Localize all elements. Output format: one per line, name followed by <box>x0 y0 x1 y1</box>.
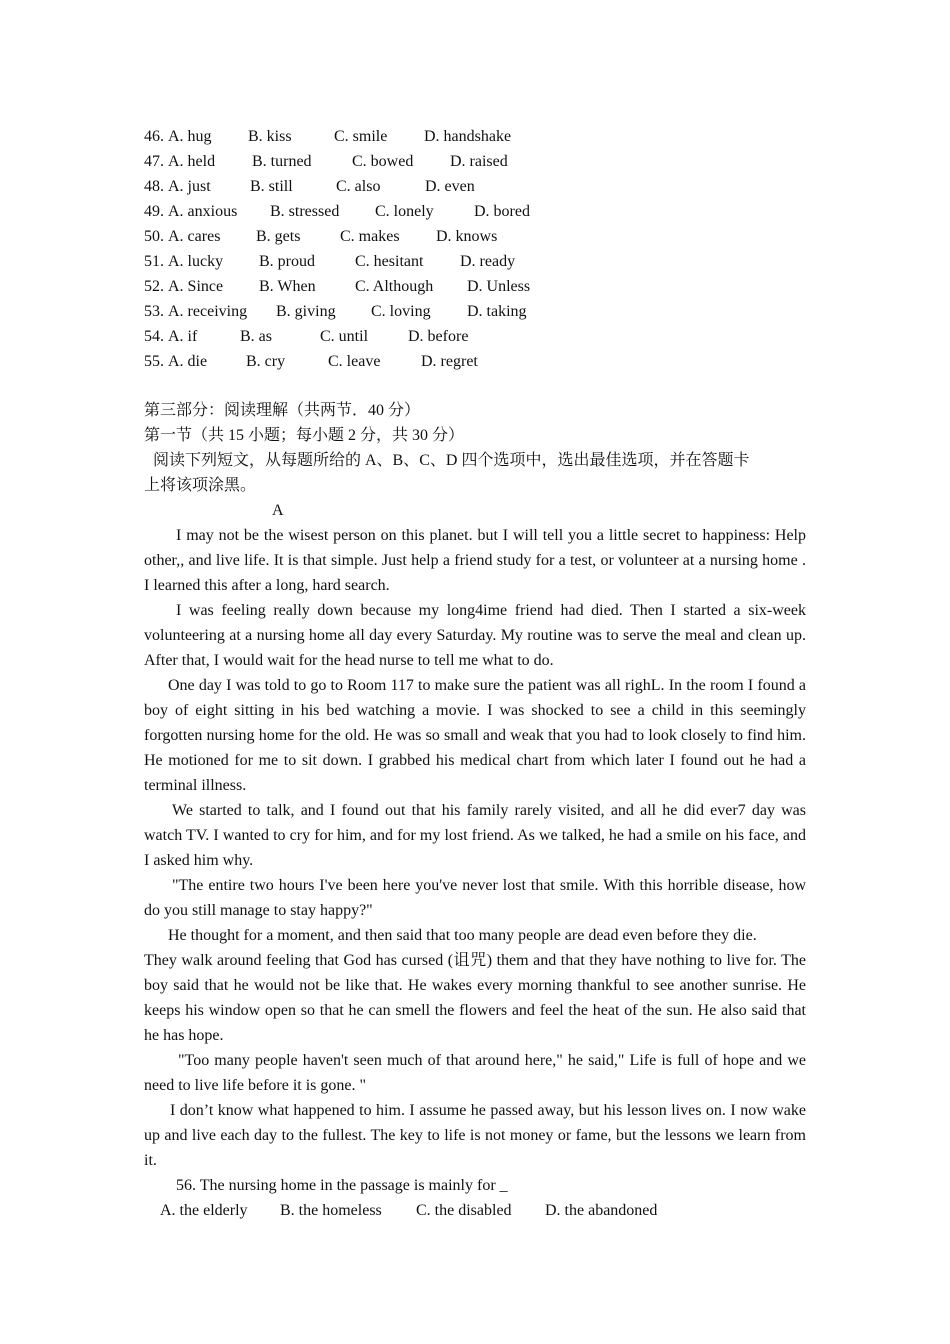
question-number: 51. <box>144 253 164 270</box>
option-d: D. bored <box>474 203 530 220</box>
paragraph-9: I don’t know what happened to him. I assume he passed away, but his lesson lives on. I now wake up and live each day to the fullest. The key to life is not money or fame, but the lessons we learn from it. <box>144 1102 806 1169</box>
question-number: 48. <box>144 178 164 195</box>
option-a: A. die <box>168 353 208 370</box>
option-d: D. before <box>408 328 469 345</box>
option-b: B. giving <box>276 303 336 320</box>
question-number: 55. <box>144 353 164 370</box>
option-c: C. makes <box>340 228 400 245</box>
option-d: D. the abandoned <box>545 1202 658 1219</box>
option-a: A. Since <box>168 278 224 295</box>
section-header <box>144 398 806 498</box>
option-row-55 <box>144 349 806 374</box>
option-b: B. proud <box>259 253 315 270</box>
option-c: C. loving <box>371 303 431 320</box>
option-d: D. taking <box>467 303 527 320</box>
option-a: A. anxious <box>168 203 238 220</box>
option-a: A. held <box>168 153 216 170</box>
option-a: A. hug <box>168 128 212 145</box>
option-c: C. leave <box>328 353 381 370</box>
option-b: B. still <box>250 178 293 195</box>
question-number: 54. <box>144 328 164 345</box>
option-c: C. also <box>336 178 381 195</box>
option-b: B. stressed <box>270 203 340 220</box>
option-b: B. cry <box>246 353 286 370</box>
option-b: B. kiss <box>248 128 292 145</box>
cloze-options <box>144 124 806 374</box>
paragraph-4: We started to talk, and I found out that his family rarely visited, and all he did ever7 day was watch TV. I wanted to cry for him, and for my lost friend. As we talked, he had a smile on his face, and I asked him why. <box>144 802 806 869</box>
option-row-47 <box>144 149 806 174</box>
option-b: B. the homeless <box>280 1202 382 1219</box>
option-c: C. hesitant <box>355 253 424 270</box>
option-a: A. cares <box>168 228 221 245</box>
option-a: A. receiving <box>168 303 248 320</box>
option-a: A. if <box>168 328 198 345</box>
question-56-stem: 56. The nursing home in the passage is mainly for _ <box>176 1177 508 1194</box>
option-row-49 <box>144 199 806 224</box>
option-d: D. ready <box>460 253 516 270</box>
question-number: 52. <box>144 278 164 295</box>
option-a: A. lucky <box>168 253 224 270</box>
option-row-52 <box>144 274 806 299</box>
option-c: C. the disabled <box>416 1202 512 1219</box>
option-d: D. raised <box>450 153 508 170</box>
question-number: 46. <box>144 128 164 145</box>
option-d: D. even <box>425 178 475 195</box>
option-d: D. Unless <box>467 278 531 295</box>
option-a: A. just <box>168 178 211 195</box>
option-row-46 <box>144 124 806 149</box>
option-row-53 <box>144 299 806 324</box>
question-number: 50. <box>144 228 164 245</box>
question-number: 47. <box>144 153 164 170</box>
paragraph-8: "Too many people haven't seen much of that around here," he said," Life is full of hope and we need to live life before it is gone. " <box>144 1052 806 1094</box>
option-c: C. lonely <box>375 203 434 220</box>
question-56-options <box>144 1198 806 1223</box>
option-d: D. regret <box>421 353 478 370</box>
option-row-48 <box>144 174 806 199</box>
reading-passage <box>144 523 806 1223</box>
passage-label: A <box>272 502 284 519</box>
question-number: 49. <box>144 203 164 220</box>
paragraph-5: "The entire two hours I've been here you've never lost that smile. With this horrible disease, how do you still manage to stay happy?" <box>144 877 806 919</box>
instruction-line-2: 上将该项涂黑。 <box>144 477 257 494</box>
part-title: 第三部分：阅读理解（共两节．40 分） <box>144 402 421 419</box>
paragraph-1: I may not be the wisest person on this planet. but I will tell you a little secret to happiness: Help other,, and live life. It is that simple. Just help a friend study for a test, or volunteer at a nursing home . I learned this after a long, hard search. <box>144 527 806 594</box>
option-b: B. as <box>240 328 272 345</box>
paragraph-3: One day I was told to go to Room 117 to make sure the patient was all righL. In the room I found a boy of eight sitting in his bed watching a movie. I was shocked to see a child in this seemingly forgotten nursing home for the old. He was so small and weak that you had to look closely to find him. He motioned for me to sit down. I grabbed his medical chart from which later I found out he had a terminal illness. <box>144 677 806 794</box>
question-number: 53. <box>144 303 164 320</box>
option-c: C. until <box>320 328 369 345</box>
paragraph-6: He thought for a moment, and then said that too many people are dead even before they die. <box>168 927 757 944</box>
sub-title: 第一节（共 15 小题；每小题 2 分，共 30 分） <box>144 427 465 444</box>
option-c: C. bowed <box>352 153 414 170</box>
option-row-50 <box>144 224 806 249</box>
option-b: B. gets <box>256 228 301 245</box>
paragraph-7: They walk around feeling that God has cursed (诅咒) them and that they have nothing to live for. The boy said that he would not be like that. He wakes every morning thankful to see another sunrise. He keeps his window open so that he can smell the flowers and feel the heat of the sun. He also said that he has hope. <box>144 952 806 1044</box>
option-b: B. When <box>259 278 316 295</box>
paragraph-2: I was feeling really down because my long4ime friend had died. Then I started a six-week volunteering at a nursing home all day every Saturday. My routine was to serve the meal and clean up. After that, I would wait for the head nurse to tell me what to do. <box>144 602 806 669</box>
option-d: D. handshake <box>424 128 512 145</box>
option-b: B. turned <box>252 153 312 170</box>
option-d: D. knows <box>436 228 498 245</box>
instruction-line-1: 阅读下列短文，从每题所给的 A、B、C、D 四个选项中，选出最佳选项，并在答题卡 <box>153 452 750 469</box>
option-row-51 <box>144 249 806 274</box>
option-row-54 <box>144 324 806 349</box>
option-c: C. smile <box>334 128 388 145</box>
option-a: A. the elderly <box>160 1202 248 1219</box>
option-c: C. Although <box>355 278 434 295</box>
